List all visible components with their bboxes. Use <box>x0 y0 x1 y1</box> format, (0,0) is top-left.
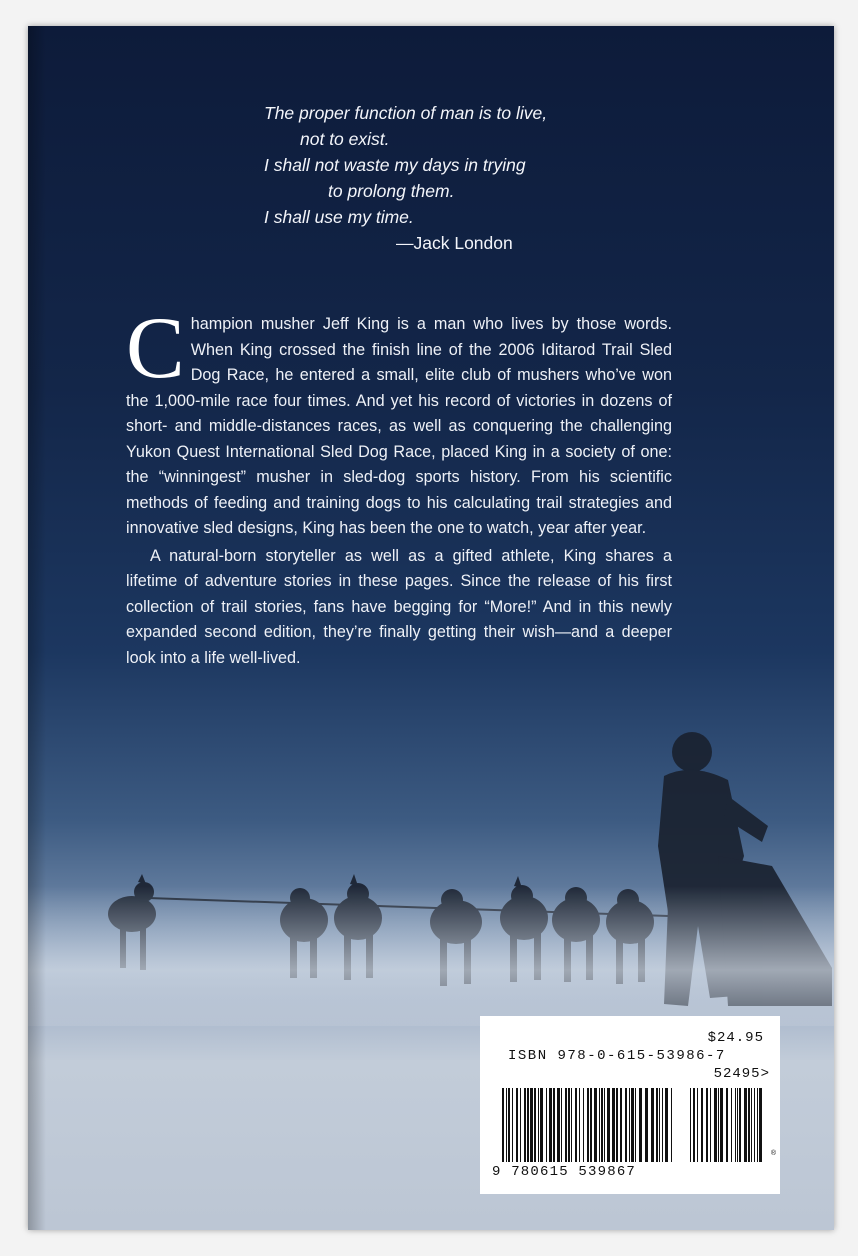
book-description <box>126 300 672 671</box>
barcode-bar <box>607 1088 610 1162</box>
barcode-bar <box>571 1088 572 1162</box>
quote-line: The proper function of man is to live, <box>264 103 548 123</box>
barcode-bar <box>714 1088 717 1162</box>
quote-line: I shall use my time. <box>264 207 414 227</box>
price: $24.95 <box>707 1030 764 1046</box>
barcode-bar <box>587 1088 589 1162</box>
barcode-bar <box>748 1088 750 1162</box>
barcode-bar <box>516 1088 518 1162</box>
barcode-bar <box>645 1088 648 1162</box>
barcode-bar <box>656 1088 658 1162</box>
barcode-bar <box>583 1088 584 1162</box>
barcode-bar <box>665 1088 668 1162</box>
epigraph-quote <box>256 100 576 256</box>
barcode-bar <box>662 1088 663 1162</box>
quote-attribution: —Jack London <box>396 233 513 253</box>
barcode-bar <box>754 1088 755 1162</box>
barcode-bar <box>737 1088 738 1162</box>
barcode-bar <box>697 1088 698 1162</box>
barcode-bar <box>579 1088 580 1162</box>
barcode-bar <box>720 1088 723 1162</box>
barcode-bar <box>506 1088 507 1162</box>
barcode-bar <box>651 1088 654 1162</box>
barcode-bar <box>706 1088 708 1162</box>
barcode-bar <box>538 1088 539 1162</box>
barcode-bar <box>616 1088 618 1162</box>
barcode-bar <box>620 1088 622 1162</box>
barcode-bar <box>502 1088 504 1162</box>
barcode-bar <box>744 1088 747 1162</box>
isbn-barcode-label <box>480 1016 780 1194</box>
barcode-bar <box>659 1088 660 1162</box>
barcode-bar <box>590 1088 592 1162</box>
book-back-cover <box>28 26 834 1230</box>
barcode-bar <box>735 1088 736 1162</box>
barcode-bar <box>757 1088 758 1162</box>
trademark-mark: ® <box>770 1150 776 1157</box>
barcode-bar <box>568 1088 570 1162</box>
quote-line: not to exist. <box>300 129 390 149</box>
barcode-bar <box>512 1088 513 1162</box>
barcode-bar <box>635 1088 636 1162</box>
barcode-bar <box>629 1088 630 1162</box>
barcode-bar <box>604 1088 605 1162</box>
barcode-bar <box>693 1088 695 1162</box>
barcode-bar <box>508 1088 510 1162</box>
barcode-bar <box>557 1088 560 1162</box>
barcode-bars <box>502 1088 764 1168</box>
barcode-bar <box>565 1088 567 1162</box>
barcode-bar <box>561 1088 562 1162</box>
barcode-bar <box>594 1088 597 1162</box>
barcode-bar <box>639 1088 642 1162</box>
barcode-bar <box>527 1088 529 1162</box>
barcode-bar <box>530 1088 533 1162</box>
barcode-bar <box>549 1088 552 1162</box>
barcode-bar <box>671 1088 672 1162</box>
barcode-bar <box>710 1088 711 1162</box>
barcode-bar <box>751 1088 752 1162</box>
barcode-bar <box>612 1088 615 1162</box>
barcode-bar <box>599 1088 600 1162</box>
paragraph-text: hampion musher Jeff King is a man who lives by those words. When King crossed the finish line of the 2006 Iditarod Trail Sled Dog Race, he entered a small, elite club of mushers who’ve won the 1,000-mile race four times. And yet his record of victories in dozens of short- and middle-distances races, as well as conquering the challenging Yukon Quest International Sled Dog Race, placed King in a society of one: the “winningest” musher in sled-dog sports history. From his scientific methods of feeding and training dogs to his calculating trail strategies and innovative sled designs, King has been the one to watch, year after year. <box>126 315 672 537</box>
barcode-bar <box>701 1088 703 1162</box>
drop-cap: C <box>126 300 185 397</box>
ean-digits: 9 780615 539867 <box>492 1164 637 1180</box>
description-paragraph-2: A natural-born storyteller as well as a gifted athlete, King shares a lifetime of adventure stories in these pages. Since the release of his first collection of trail stories, fans have begging for “More!” And in this newly expanded second edition, they’re finally getting their wish—and a deeper look into a life well-lived. <box>126 546 672 667</box>
isbn-number: ISBN 978-0-615-53986-7 <box>508 1048 726 1064</box>
barcode-bar <box>731 1088 732 1162</box>
barcode-bar <box>553 1088 555 1162</box>
barcode-bar <box>524 1088 526 1162</box>
barcode-bar <box>759 1088 762 1162</box>
price-addon-code: 52495> <box>713 1066 770 1082</box>
barcode-bar <box>718 1088 719 1162</box>
description-paragraph-1 <box>126 300 672 542</box>
barcode-bar <box>631 1088 634 1162</box>
quote-line: to prolong them. <box>328 181 455 201</box>
barcode-bar <box>575 1088 577 1162</box>
ground-fog <box>28 886 834 1026</box>
barcode-bar <box>546 1088 547 1162</box>
barcode-bar <box>625 1088 627 1162</box>
barcode-bar <box>540 1088 543 1162</box>
barcode-bar <box>534 1088 536 1162</box>
barcode-bar <box>601 1088 603 1162</box>
barcode-bar <box>739 1088 741 1162</box>
barcode-bar <box>690 1088 691 1162</box>
barcode-bar <box>520 1088 521 1162</box>
quote-line: I shall not waste my days in trying <box>264 155 526 175</box>
barcode-bar <box>726 1088 728 1162</box>
